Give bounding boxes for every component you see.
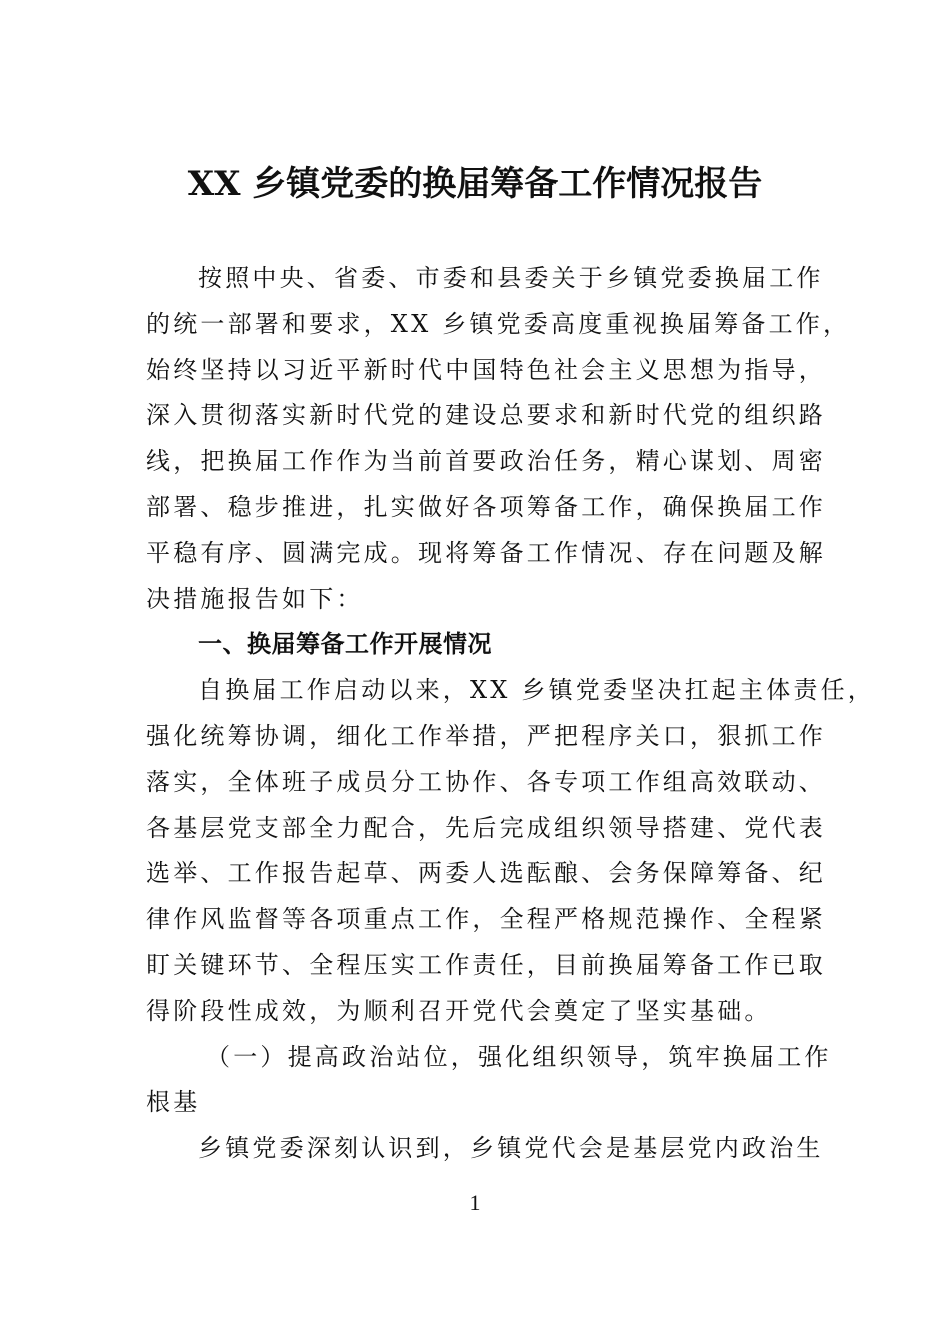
document-body: [146, 256, 875, 1172]
paragraph-line: 线，把换届工作作为当前首要政治任务，精心谋划、周密: [146, 447, 826, 476]
subsection-heading: （一）提高政治站位，强化组织领导，筑牢换届工作: [206, 1042, 832, 1071]
page-number: 1: [469, 1190, 481, 1215]
paragraph-line: 各基层党支部全力配合，先后完成组织领导搭建、党代表: [146, 813, 826, 842]
paragraph-line: 的统一部署和要求，XX 乡镇党委高度重视换届筹备工作，: [146, 309, 851, 338]
paragraph-line: 按照中央、省委、市委和县委关于乡镇党委换届工作: [198, 264, 824, 292]
paragraph-line: 落实，全体班子成员分工协作、各专项工作组高效联动、: [146, 767, 826, 796]
document-title: XX 乡镇党委的换届筹备工作情况报告: [187, 164, 763, 204]
paragraph-line: 始终坚持以习近平新时代中国特色社会主义思想为指导，: [146, 355, 826, 384]
paragraph-line: 决措施报告如下：: [146, 584, 364, 613]
paragraph-line: 强化统筹协调，细化工作举措，严把程序关口，狠抓工作: [146, 721, 826, 750]
paragraph-line: 平稳有序、圆满完成。现将筹备工作情况、存在问题及解: [146, 538, 826, 567]
paragraph-line: 得阶段性成效，为顺利召开党代会奠定了坚实基础。: [146, 996, 772, 1025]
subsection-heading-continued: 根基: [146, 1088, 201, 1117]
paragraph-line: 深入贯彻落实新时代党的建设总要求和新时代党的组织路: [146, 401, 826, 430]
paragraph-line: 自换届工作启动以来，XX 乡镇党委坚决扛起主体责任，: [198, 676, 875, 705]
paragraph-line: 乡镇党委深刻认识到，乡镇党代会是基层党内政治生: [198, 1134, 824, 1163]
paragraph-line: 盯关键环节、全程压实工作责任，目前换届筹备工作已取: [146, 950, 826, 979]
paragraph-line: 部署、稳步推进，扎实做好各项筹备工作，确保换届工作: [146, 492, 826, 521]
paragraph-line: 律作风监督等各项重点工作，全程严格规范操作、全程紧: [146, 905, 826, 934]
section-heading: 一、换届筹备工作开展情况: [198, 630, 492, 659]
paragraph-line: 选举、工作报告起草、两委人选酝酿、会务保障筹备、纪: [146, 859, 826, 888]
